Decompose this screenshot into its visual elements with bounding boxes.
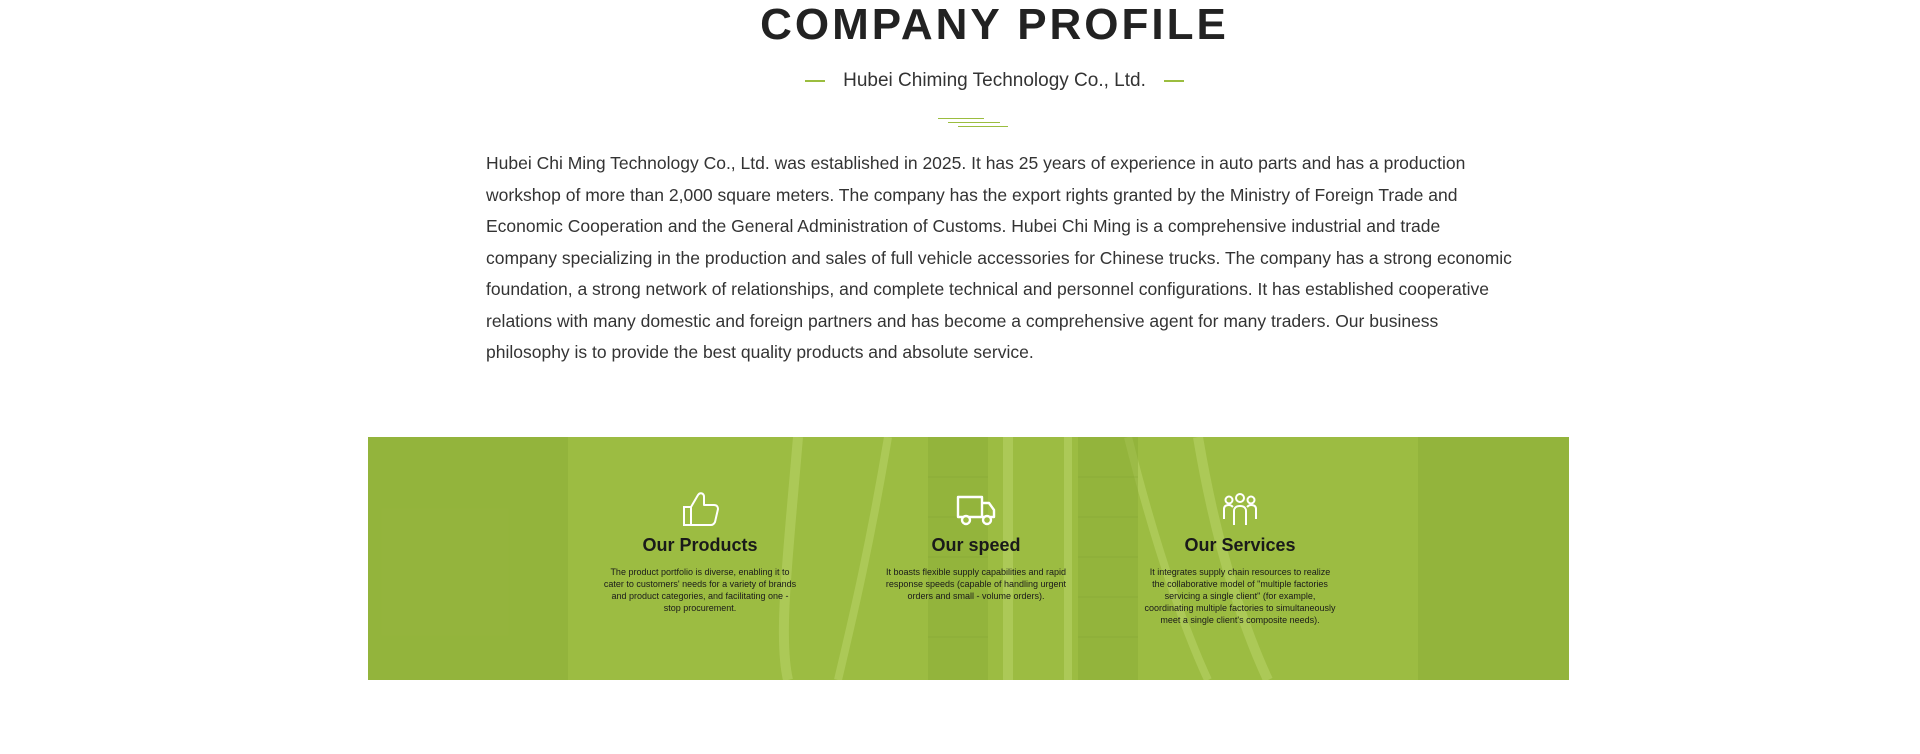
feature-speed-title: Our speed	[931, 535, 1021, 555]
thumbs-up-icon	[680, 491, 720, 527]
feature-products-text: The product portfolio is diverse, enabling it to cater to customers' needs for a variety of brands and product categories, and facilitating one - stop procurement.	[603, 567, 797, 613]
feature-services-title: Our Services	[1184, 535, 1296, 555]
feature-speed	[876, 437, 1076, 602]
company-description: Hubei Chi Ming Technology Co., Ltd. was established in 2025. It has 25 years of experience in auto parts and has a production workshop of more than 2,000 square meters. The company has the export rights granted by the Ministry of Foreign Trade and Economic Cooperation and the General Administration of Customs. Hubei Chi Ming is a comprehensive industrial and trade company specializing in the production and sales of full vehicle accessories for Chinese trucks. The company has a strong economic foundation, a strong network of relationships, and complete technical and personnel configurations. It has established cooperative relations with many domestic and foreign partners and has become a comprehensive agent for many traders. Our business philosophy is to provide the best quality products and absolute service.	[486, 153, 1512, 362]
truck-icon	[956, 491, 996, 527]
lines-decoration	[938, 116, 1018, 132]
team-icon	[1220, 491, 1260, 527]
feature-products	[600, 437, 800, 614]
features-banner	[368, 437, 1569, 680]
right-dash-decoration	[1164, 80, 1184, 82]
left-dash-decoration	[805, 80, 825, 82]
subtitle-row	[0, 70, 1920, 92]
company-name-subtitle: Hubei Chiming Technology Co., Ltd.	[843, 70, 1146, 91]
feature-services	[1140, 437, 1340, 626]
page-title: COMPANY PROFILE	[760, 0, 1229, 49]
feature-speed-text: It boasts flexible supply capabilities and rapid response speeds (capable of handling urgent orders and small - volume orders).	[885, 567, 1067, 601]
feature-products-title: Our Products	[642, 535, 758, 555]
feature-services-text: It integrates supply chain resources to realize the collaborative model of "multiple factories servicing a single client" (for example, coordinating multiple factories to simultaneously meet a single client's composite needs).	[1144, 567, 1336, 625]
